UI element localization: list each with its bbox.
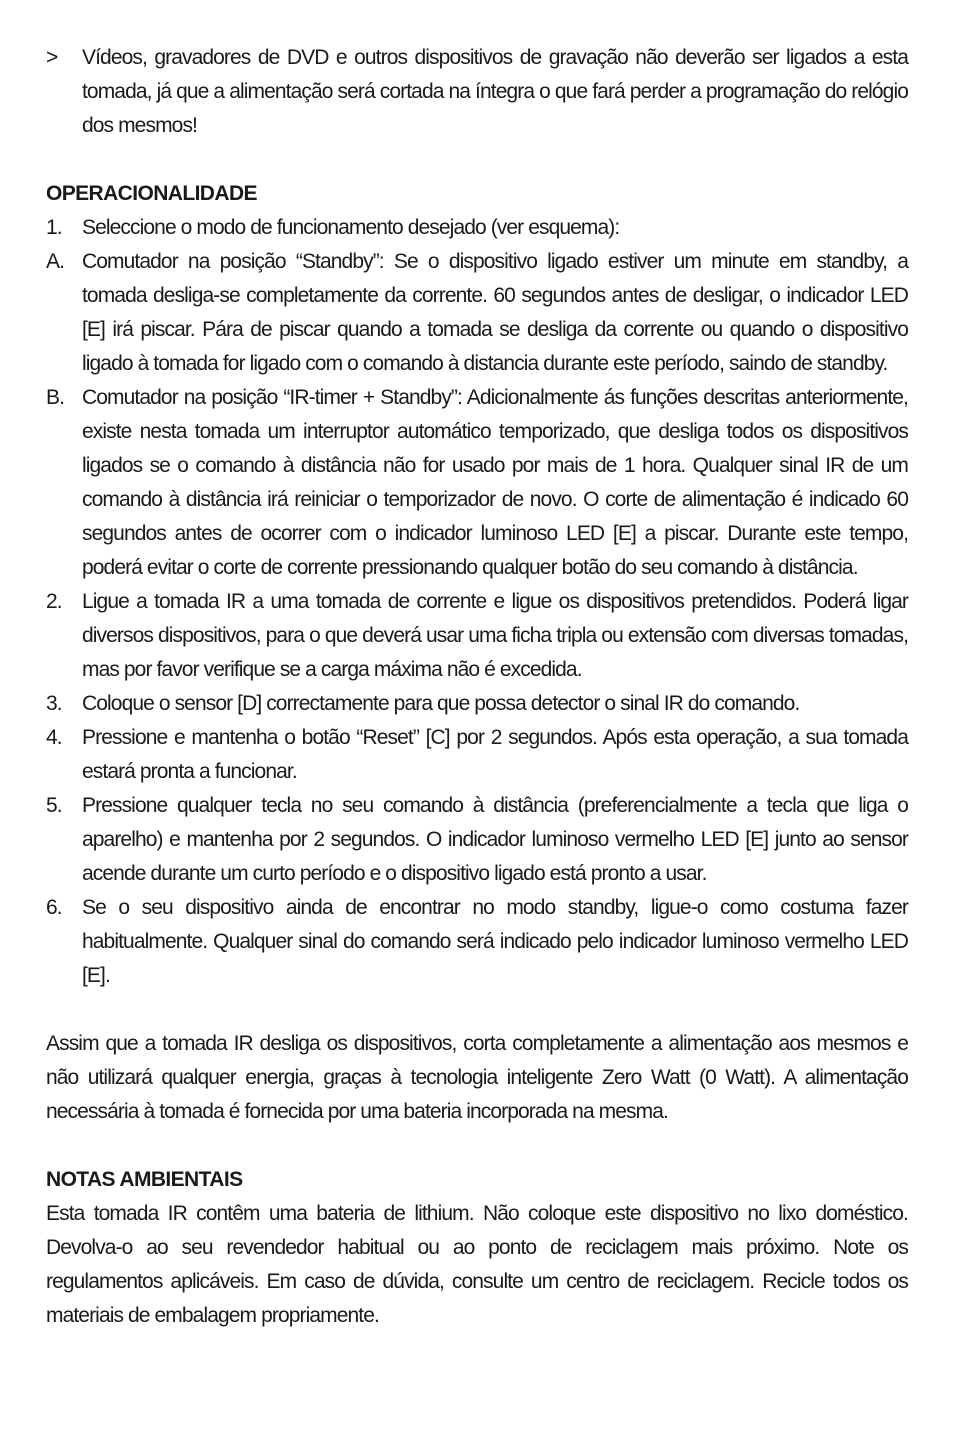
item-text: Comutador na posição “IR-timer + Standby”: Adicionalmente ás funções descritas anteriormente, existe nesta tomada um interruptor automático temporizado, que desliga todos os dispositivos ligados se o comando à distância não for usado por mais de 1 hora. Qualquer sinal IR de um comando à distância irá reiniciar o temporizador de novo. O corte de alimentação é indicado 60 segundos antes de ocorrer com o indicador luminoso LED [E] a piscar. Durante este tempo, poderá evitar o corte de corrente pressionando qualquer botão do seu comando à distância.	[82, 386, 908, 579]
intro-warning-item	[46, 41, 908, 143]
item-marker: B.	[46, 386, 65, 409]
spacer	[46, 143, 908, 177]
item-text: Se o seu dispositivo ainda de encontrar no modo standby, ligue-o como costuma fazer habitualmente. Qualquer sinal do comando será indicado pelo indicador luminoso vermelho LED [E].	[82, 896, 908, 987]
spacer	[46, 993, 908, 1027]
list-item	[46, 381, 908, 585]
item-text: Pressione e mantenha o botão “Reset” [C] por 2 segundos. Após esta operação, a sua tomada estará pronta a funcionar.	[82, 726, 908, 783]
item-text: Seleccione o modo de funcionamento desejado (ver esquema):	[82, 216, 620, 239]
item-marker: A.	[46, 250, 65, 273]
closing-paragraph: Assim que a tomada IR desliga os dispositivos, corta completamente a alimentação aos mesmos e não utilizará qualquer energia, graças à tecnologia inteligente Zero Watt (0 Watt). A alimentação necessária à tomada é fornecida por uma bateria incorporada na mesma.	[46, 1032, 908, 1123]
item-marker: 4.	[46, 726, 62, 749]
item-text: Pressione qualquer tecla no seu comando à distância (preferencialmente a tecla que liga o aparelho) e mantenha por 2 segundos. O indicador luminoso vermelho LED [E] junto ao sensor acende durante um curto período e o dispositivo ligado está pronto a usar.	[82, 794, 908, 885]
item-marker: 5.	[46, 794, 62, 817]
item-text: Vídeos, gravadores de DVD e outros dispositivos de gravação não deverão ser ligados a esta tomada, já que a alimentação será cortada na íntegra o que fará perder a programação do relógio dos mesmos!	[82, 46, 908, 137]
list-item	[46, 721, 908, 789]
item-text: Ligue a tomada IR a uma tomada de corrente e ligue os dispositivos pretendidos. Poderá ligar diversos dispositivos, para o que deverá usar uma ficha tripla ou extensão com diversas tomadas, mas por favor verifique se a carga máxima não é excedida.	[82, 590, 908, 681]
section-heading-operation: OPERACIONALIDADE	[46, 182, 257, 205]
item-marker: 1.	[46, 216, 62, 239]
section-heading-environment: NOTAS AMBIENTAIS	[46, 1168, 243, 1191]
spacer	[46, 1129, 908, 1163]
item-marker: 3.	[46, 692, 62, 715]
item-text: Coloque o sensor [D] correctamente para que possa detector o sinal IR do comando.	[82, 692, 800, 715]
item-marker: 6.	[46, 896, 62, 919]
item-marker: 2.	[46, 590, 62, 613]
item-text: Comutador na posição “Standby”: Se o dispositivo ligado estiver um minute em standby, a tomada desliga-se completamente da corrente. 60 segundos antes de desligar, o indicador LED [E] irá piscar. Pára de piscar quando a tomada se desliga da corrente ou quando o dispositivo ligado à tomada for ligado com o comando à distancia durante este período, saindo de standby.	[82, 250, 908, 375]
list-item	[46, 245, 908, 381]
item-marker: >	[46, 46, 58, 69]
list-item	[46, 789, 908, 891]
list-item	[46, 687, 908, 721]
list-item	[46, 891, 908, 993]
list-item	[46, 211, 908, 245]
document-page	[46, 41, 908, 1333]
list-item	[46, 585, 908, 687]
operation-list	[46, 211, 908, 993]
environment-paragraph: Esta tomada IR contêm uma bateria de lithium. Não coloque este dispositivo no lixo doméstico. Devolva-o ao seu revendedor habitual ou ao ponto de reciclagem mais próximo. Note os regulamentos aplicáveis. Em caso de dúvida, consulte um centro de reciclagem. Recicle todos os materiais de embalagem propriamente.	[46, 1202, 908, 1327]
